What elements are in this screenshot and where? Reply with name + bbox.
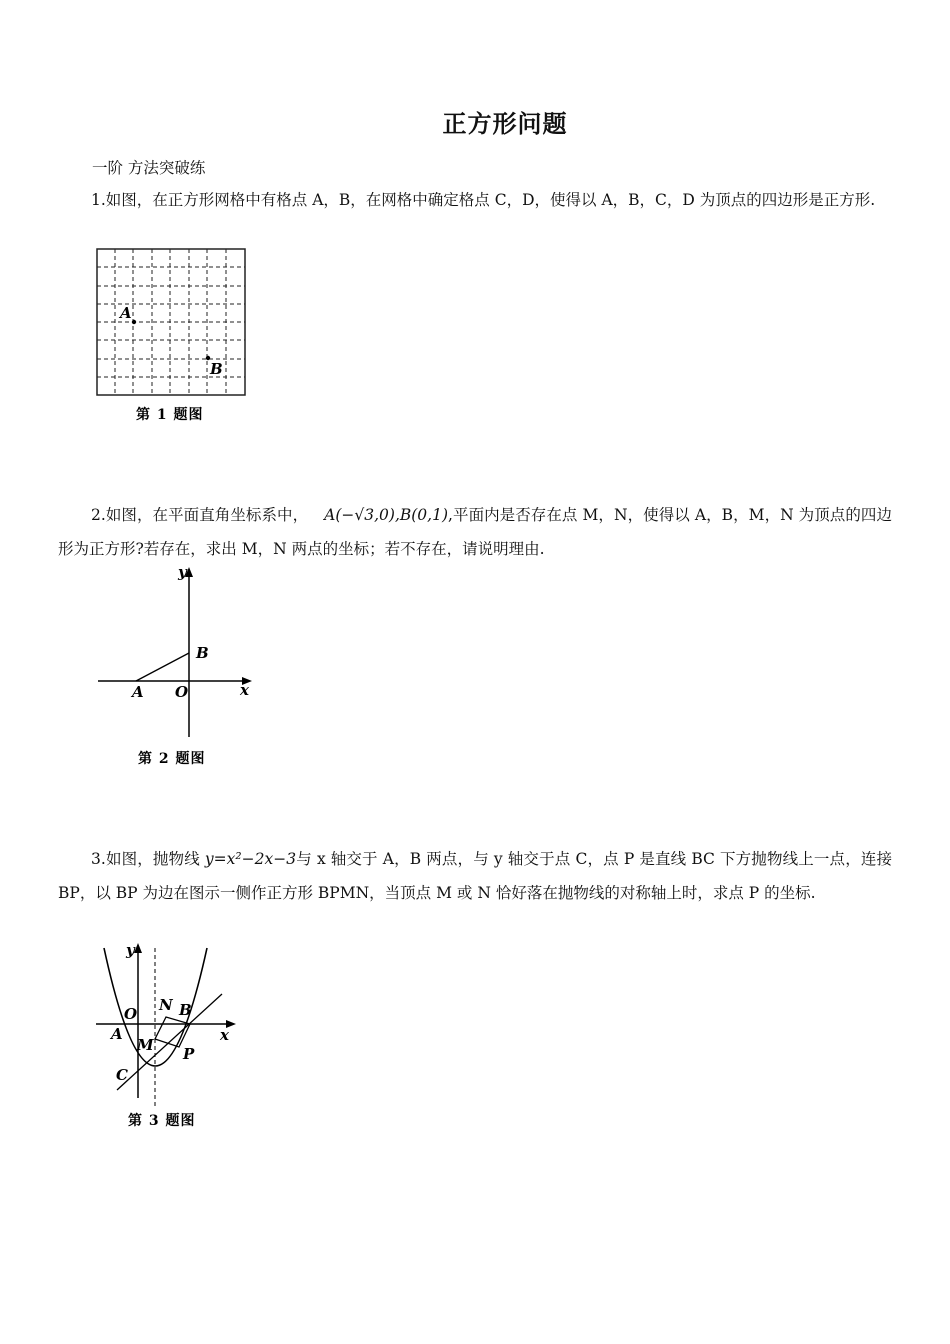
question-3-post: 与 x 轴交于 A，B 两点，与 y 轴交于点 C，点 P 是直线 BC 下方抛物线上一点，连接 BP，以 BP 为边在图示一侧作正方形 BPMN，当顶点 M 或 N 恰好落在抛物线的对称轴上时，求点 P 的坐标.: [58, 850, 892, 902]
figure-3-caption: 第 3 题图: [128, 1113, 196, 1129]
section-heading: 一阶 方法突破练: [92, 159, 206, 177]
label-a: A: [111, 1025, 123, 1043]
figure-2: [96, 562, 266, 772]
segment-ab: [136, 653, 189, 681]
label-o: O: [175, 683, 189, 701]
question-2-post: ,平面内是否存在点 M，N，使得以 A，B，M，N 为顶点的四边形为正方形?若存在，求出 M，N 两点的坐标；若不存在，请说明理由.: [58, 506, 892, 558]
question-2: [58, 498, 892, 566]
question-1: 1.如图，在正方形网格中有格点 A，B，在网格中确定格点 C，D，使得以 A，B，C，D 为顶点的四边形是正方形.: [91, 191, 876, 209]
label-b: B: [196, 644, 209, 662]
point-a: [132, 320, 136, 324]
label-a: A: [120, 304, 132, 322]
label-x: x: [240, 681, 249, 699]
label-b: B: [210, 360, 223, 378]
label-c: C: [116, 1066, 128, 1084]
grid-lines: [97, 249, 245, 395]
label-m: M: [137, 1036, 154, 1054]
page-title: 正方形问题: [442, 110, 568, 138]
label-n: N: [159, 996, 173, 1014]
y-axis-arrow: [134, 943, 142, 953]
question-3-pre: 3.如图，抛物线: [91, 850, 205, 868]
question-2-math: A(−√3,0),B(0,1): [324, 506, 449, 524]
figure-3: [92, 938, 252, 1138]
square-bpmn: [155, 1017, 190, 1047]
question-3: [58, 842, 892, 910]
figure-2-caption: 第 2 题图: [138, 751, 206, 767]
question-3-math: y=x²−2x−3: [204, 850, 297, 868]
figure-1-caption: 第 1 题图: [136, 407, 204, 423]
label-x: x: [220, 1026, 229, 1044]
label-b: B: [179, 1001, 192, 1019]
question-2-pre: 2.如图，在平面直角坐标系中，: [91, 506, 309, 524]
label-y: y: [178, 563, 187, 581]
label-a: A: [132, 683, 144, 701]
label-y: y: [126, 941, 135, 959]
figure-1: [96, 247, 256, 427]
label-o: O: [124, 1005, 138, 1023]
label-p: P: [183, 1045, 195, 1063]
